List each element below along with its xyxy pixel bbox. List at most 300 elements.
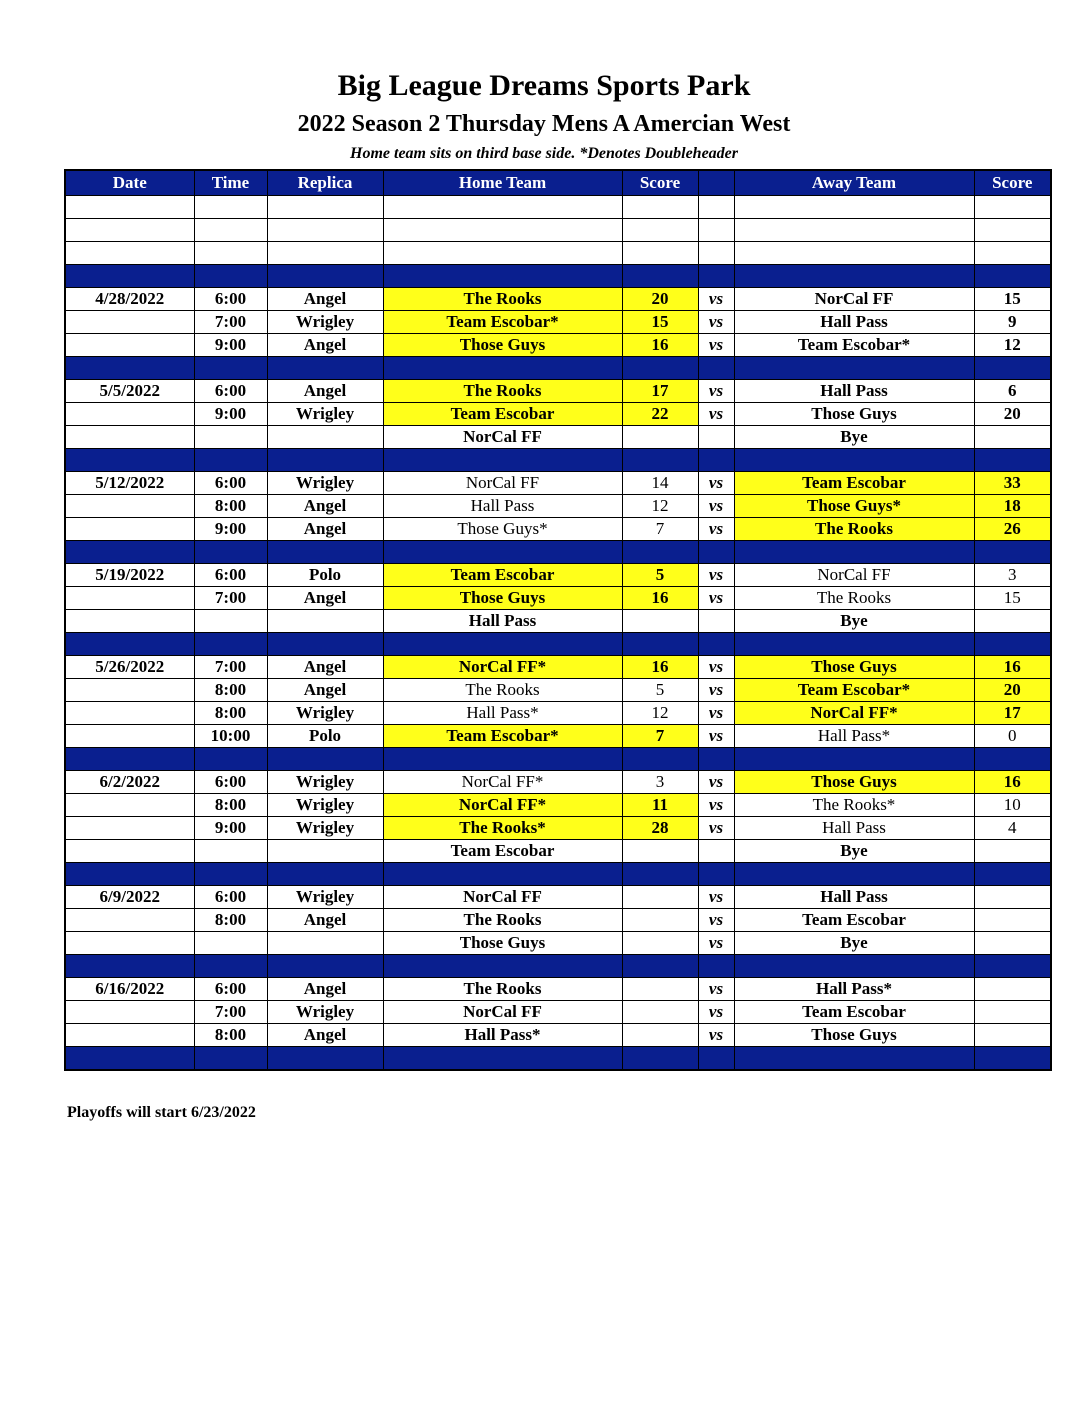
empty-cell [622,357,698,380]
page-title: Big League Dreams Sports Park [337,69,751,102]
vs-label [698,426,734,449]
empty-cell [622,955,698,978]
schedule-table [64,169,1052,1071]
game-field: Angel [267,334,383,357]
blank-row [65,242,1051,265]
game-date [65,518,194,541]
col-header-home-score: Score [622,170,698,196]
game-date [65,817,194,840]
game-field: Polo [267,725,383,748]
empty-cell [622,1047,698,1071]
home-score [622,886,698,909]
game-time: 7:00 [194,1001,267,1024]
game-date: 5/12/2022 [65,472,194,495]
away-team: Those Guys [734,1024,974,1047]
week-separator [65,541,1051,564]
game-field: Wrigley [267,817,383,840]
empty-cell [734,541,974,564]
empty-cell [194,242,267,265]
away-score [974,932,1051,955]
home-score: 5 [622,564,698,587]
game-time: 9:00 [194,334,267,357]
game-field: Angel [267,587,383,610]
game-time: 8:00 [194,702,267,725]
home-score: 28 [622,817,698,840]
empty-cell [622,633,698,656]
game-field: Wrigley [267,794,383,817]
col-header-away-score: Score [974,170,1051,196]
home-score: 22 [622,403,698,426]
game-date [65,610,194,633]
game-field [267,932,383,955]
col-header-vs [698,170,734,196]
empty-cell [383,955,622,978]
table-row [65,518,1051,541]
empty-cell [267,357,383,380]
vs-label: vs [698,472,734,495]
game-field: Wrigley [267,1001,383,1024]
table-row [65,725,1051,748]
week-separator [65,748,1051,771]
vs-label: vs [698,403,734,426]
empty-cell [65,265,194,288]
empty-cell [383,265,622,288]
empty-cell [267,449,383,472]
away-team: Bye [734,426,974,449]
vs-label: vs [698,587,734,610]
empty-cell [698,1047,734,1071]
empty-cell [622,748,698,771]
game-field: Angel [267,679,383,702]
game-time: 8:00 [194,495,267,518]
week-separator [65,955,1051,978]
game-date: 5/26/2022 [65,656,194,679]
home-score [622,932,698,955]
table-row [65,656,1051,679]
game-time: 7:00 [194,656,267,679]
empty-cell [974,196,1051,219]
week-separator [65,265,1051,288]
away-team: Those Guys [734,771,974,794]
game-field: Wrigley [267,311,383,334]
blank-row [65,219,1051,242]
home-team: Those Guys [383,932,622,955]
home-score [622,978,698,1001]
game-date [65,932,194,955]
empty-cell [734,265,974,288]
week-separator [65,449,1051,472]
table-row [65,978,1051,1001]
table-row [65,679,1051,702]
game-date [65,794,194,817]
empty-cell [622,863,698,886]
home-score: 15 [622,311,698,334]
empty-cell [194,633,267,656]
empty-cell [974,449,1051,472]
vs-label: vs [698,656,734,679]
game-time: 7:00 [194,587,267,610]
empty-cell [65,748,194,771]
empty-cell [65,242,194,265]
game-field: Angel [267,288,383,311]
empty-cell [734,196,974,219]
empty-cell [267,955,383,978]
col-header-replica: Replica [267,170,383,196]
game-time: 8:00 [194,679,267,702]
game-field: Angel [267,380,383,403]
empty-cell [734,242,974,265]
empty-cell [734,357,974,380]
home-team: The Rooks [383,288,622,311]
home-team: Hall Pass [383,495,622,518]
away-team: NorCal FF [734,564,974,587]
away-score [974,1001,1051,1024]
game-time: 8:00 [194,794,267,817]
empty-cell [267,242,383,265]
empty-cell [698,242,734,265]
vs-label: vs [698,909,734,932]
game-field: Angel [267,909,383,932]
empty-cell [383,196,622,219]
away-team: NorCal FF* [734,702,974,725]
table-row [65,909,1051,932]
home-team: The Rooks [383,679,622,702]
vs-label: vs [698,518,734,541]
away-score: 16 [974,771,1051,794]
game-field: Angel [267,1024,383,1047]
away-score: 20 [974,679,1051,702]
schedule-subtitle: 2022 Season 2 Thursday Mens A Amercian West [297,111,791,137]
away-score: 16 [974,656,1051,679]
home-team: Those Guys* [383,518,622,541]
home-team: Team Escobar [383,840,622,863]
empty-cell [734,863,974,886]
empty-cell [698,633,734,656]
home-score: 12 [622,495,698,518]
blank-row [65,196,1051,219]
table-row [65,587,1051,610]
home-team: NorCal FF [383,426,622,449]
game-date: 6/16/2022 [65,978,194,1001]
home-score: 12 [622,702,698,725]
empty-cell [698,955,734,978]
vs-label [698,610,734,633]
empty-cell [698,748,734,771]
empty-cell [65,955,194,978]
empty-cell [65,357,194,380]
empty-cell [974,633,1051,656]
game-time: 9:00 [194,518,267,541]
empty-cell [65,196,194,219]
vs-label: vs [698,817,734,840]
home-team: Hall Pass [383,610,622,633]
away-team: The Rooks* [734,794,974,817]
game-date [65,587,194,610]
game-time: 9:00 [194,403,267,426]
empty-cell [194,449,267,472]
empty-cell [734,633,974,656]
vs-label: vs [698,886,734,909]
table-row [65,380,1051,403]
game-field: Wrigley [267,403,383,426]
empty-cell [194,748,267,771]
away-team: Team Escobar* [734,334,974,357]
vs-label: vs [698,771,734,794]
game-date [65,1001,194,1024]
vs-label: vs [698,380,734,403]
empty-cell [383,219,622,242]
game-time: 6:00 [194,564,267,587]
empty-cell [267,1047,383,1071]
empty-cell [698,541,734,564]
empty-cell [383,541,622,564]
away-team: Team Escobar [734,1001,974,1024]
empty-cell [974,219,1051,242]
home-team: The Rooks [383,909,622,932]
away-score: 9 [974,311,1051,334]
empty-cell [194,541,267,564]
col-header-away-team: Away Team [734,170,974,196]
game-date [65,1024,194,1047]
vs-label: vs [698,679,734,702]
vs-label: vs [698,1024,734,1047]
empty-cell [267,541,383,564]
vs-label: vs [698,932,734,955]
game-date [65,679,194,702]
table-header-row [65,170,1051,196]
home-score [622,1001,698,1024]
away-team: Those Guys [734,403,974,426]
empty-cell [698,449,734,472]
away-team: Hall Pass [734,817,974,840]
table-row [65,495,1051,518]
empty-cell [974,541,1051,564]
game-time: 6:00 [194,886,267,909]
away-team: Bye [734,932,974,955]
empty-cell [65,1047,194,1071]
table-row [65,1024,1051,1047]
home-team: Hall Pass* [383,702,622,725]
empty-cell [622,449,698,472]
empty-cell [65,633,194,656]
game-time: 9:00 [194,817,267,840]
week-separator [65,863,1051,886]
vs-label: vs [698,725,734,748]
empty-cell [734,449,974,472]
home-score: 5 [622,679,698,702]
empty-cell [383,357,622,380]
away-score: 17 [974,702,1051,725]
table-row [65,311,1051,334]
empty-cell [383,748,622,771]
home-score: 11 [622,794,698,817]
table-row [65,472,1051,495]
away-score: 10 [974,794,1051,817]
away-team: Hall Pass [734,886,974,909]
home-score: 14 [622,472,698,495]
empty-cell [734,219,974,242]
away-team: The Rooks [734,518,974,541]
away-team: Team Escobar [734,909,974,932]
game-date: 5/5/2022 [65,380,194,403]
table-row [65,403,1051,426]
empty-cell [267,863,383,886]
empty-cell [622,219,698,242]
away-team: Hall Pass* [734,725,974,748]
home-team: NorCal FF* [383,771,622,794]
game-date [65,840,194,863]
home-score [622,426,698,449]
home-score [622,1024,698,1047]
game-date [65,426,194,449]
game-time: 8:00 [194,909,267,932]
game-time [194,932,267,955]
empty-cell [267,196,383,219]
game-time: 7:00 [194,311,267,334]
game-date [65,403,194,426]
game-date [65,311,194,334]
vs-label: vs [698,288,734,311]
week-separator [65,357,1051,380]
game-field: Wrigley [267,886,383,909]
empty-cell [383,1047,622,1071]
home-team: Team Escobar* [383,311,622,334]
empty-cell [974,1047,1051,1071]
away-score [974,909,1051,932]
empty-cell [622,196,698,219]
empty-cell [698,219,734,242]
table-row [65,702,1051,725]
away-team: Those Guys* [734,495,974,518]
away-score: 26 [974,518,1051,541]
home-team: The Rooks [383,380,622,403]
game-date: 4/28/2022 [65,288,194,311]
game-date [65,725,194,748]
week-separator [65,633,1051,656]
home-team: NorCal FF* [383,794,622,817]
game-field: Polo [267,564,383,587]
schedule-note: Home team sits on third base side. *Denotes Doubleheader [350,145,738,162]
empty-cell [267,633,383,656]
game-time: 6:00 [194,771,267,794]
away-team: Team Escobar* [734,679,974,702]
empty-cell [734,748,974,771]
table-row [65,817,1051,840]
empty-cell [974,357,1051,380]
away-score [974,840,1051,863]
empty-cell [194,219,267,242]
home-score [622,840,698,863]
game-time [194,426,267,449]
away-score [974,1024,1051,1047]
home-team: NorCal FF* [383,656,622,679]
home-team: Those Guys [383,334,622,357]
game-field: Angel [267,656,383,679]
vs-label: vs [698,702,734,725]
away-team: Those Guys [734,656,974,679]
game-date [65,702,194,725]
vs-label: vs [698,564,734,587]
home-score: 7 [622,725,698,748]
away-score: 12 [974,334,1051,357]
away-team: The Rooks [734,587,974,610]
table-row [65,1001,1051,1024]
empty-cell [622,265,698,288]
home-score: 16 [622,334,698,357]
game-time [194,840,267,863]
empty-cell [65,541,194,564]
game-field: Wrigley [267,472,383,495]
away-score: 4 [974,817,1051,840]
empty-cell [698,265,734,288]
game-field [267,426,383,449]
vs-label: vs [698,794,734,817]
away-team: Team Escobar [734,472,974,495]
col-header-date: Date [65,170,194,196]
table-row [65,886,1051,909]
empty-cell [383,633,622,656]
vs-label: vs [698,495,734,518]
table-row [65,932,1051,955]
empty-cell [974,955,1051,978]
home-team: The Rooks* [383,817,622,840]
table-row [65,288,1051,311]
game-date [65,495,194,518]
empty-cell [734,955,974,978]
empty-cell [194,863,267,886]
game-date [65,334,194,357]
away-score: 0 [974,725,1051,748]
table-row [65,771,1051,794]
empty-cell [974,265,1051,288]
game-field: Angel [267,518,383,541]
game-field: Wrigley [267,771,383,794]
empty-cell [974,242,1051,265]
away-score: 15 [974,288,1051,311]
empty-cell [698,196,734,219]
game-field: Wrigley [267,702,383,725]
empty-cell [267,265,383,288]
home-team: The Rooks [383,978,622,1001]
vs-label: vs [698,978,734,1001]
home-score: 16 [622,656,698,679]
game-time [194,610,267,633]
away-score: 20 [974,403,1051,426]
vs-label: vs [698,334,734,357]
table-row [65,794,1051,817]
home-score: 20 [622,288,698,311]
week-separator [65,1047,1051,1071]
game-date: 6/9/2022 [65,886,194,909]
away-score: 18 [974,495,1051,518]
away-team: Bye [734,610,974,633]
away-team: Bye [734,840,974,863]
table-row [65,840,1051,863]
schedule-body [65,196,1051,1071]
away-score [974,610,1051,633]
col-header-home-team: Home Team [383,170,622,196]
game-field: Angel [267,495,383,518]
away-team: Hall Pass [734,380,974,403]
away-score [974,978,1051,1001]
home-score: 7 [622,518,698,541]
home-score [622,610,698,633]
home-team: Team Escobar [383,564,622,587]
home-team: NorCal FF [383,472,622,495]
empty-cell [383,449,622,472]
away-score: 15 [974,587,1051,610]
game-field [267,610,383,633]
